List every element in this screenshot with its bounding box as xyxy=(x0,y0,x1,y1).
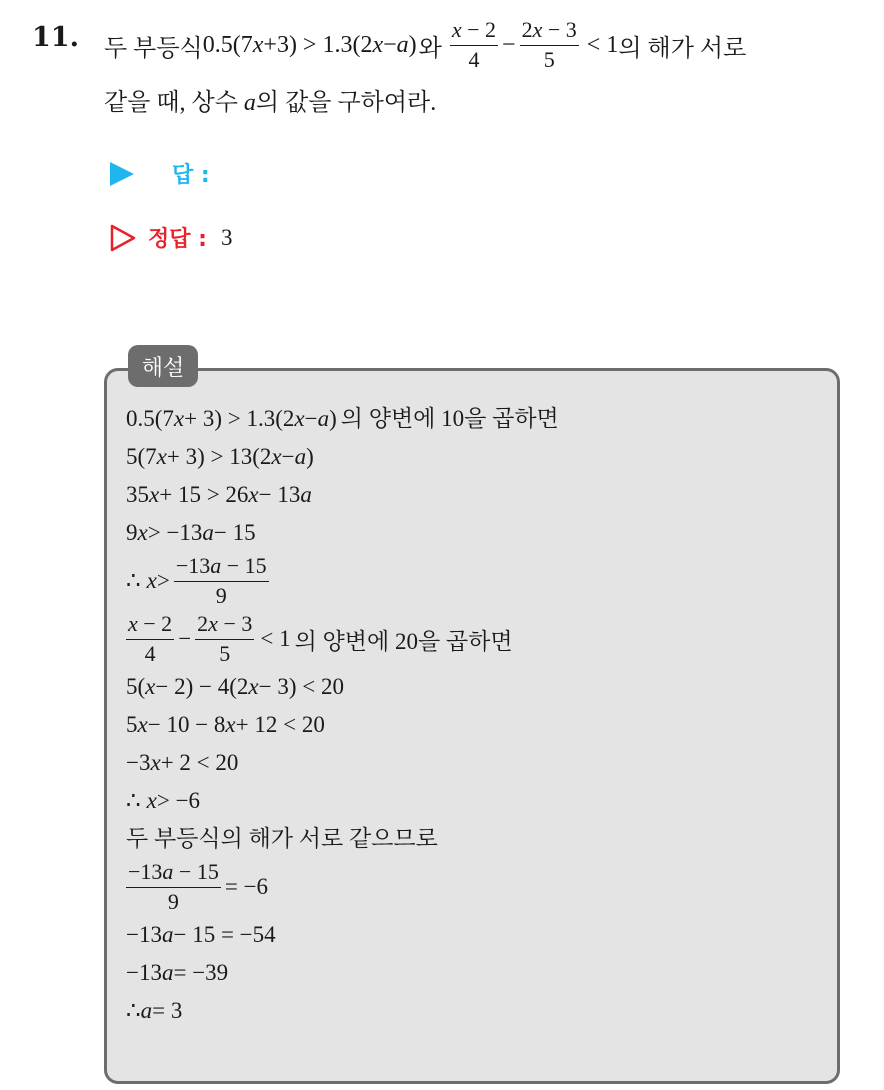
fraction-solution-a: $\frac{-13a - 15}{9}$ xyxy=(128,859,219,914)
fraction-x-minus-2-over-4: $\frac{x - 2}{4}$ xyxy=(451,17,497,72)
solution-line: −13 a − 15 = −54 xyxy=(126,922,276,947)
solution-line: 5( x − 2) − 4(2 x − 3) < 20 xyxy=(126,674,344,699)
question-number: 11. xyxy=(32,22,79,53)
solution-line: ∴ x > $\frac{-13a - 15}{9}$ xyxy=(126,553,267,608)
solution-line: $\frac{-13a - 15}{9}$ = −6 xyxy=(128,859,269,914)
solution-line: 5 x − 10 − 8 x + 12 < 20 xyxy=(126,712,325,737)
fraction-2x-minus-3-over-5: $\frac{2x - 3}{5}$ xyxy=(197,611,253,666)
solution-tab: 해설 xyxy=(128,345,198,387)
play-triangle-icon xyxy=(110,162,134,186)
fraction-solution-a: $\frac{-13a - 15}{9}$ xyxy=(175,553,267,608)
correct-answer-label: 정답 : xyxy=(148,227,207,252)
solution-line: $\frac{x - 2}{4}$ − $\frac{2x - 3}{5}$ < 1 의 양변에 20을 곱하면 xyxy=(128,611,513,666)
solution-line: 두 부등식의 해가 서로 같으므로 xyxy=(126,826,438,851)
correct-answer-value: 3 xyxy=(220,224,233,250)
correct-answer-row xyxy=(110,222,232,253)
solution-line: −13 a = −39 xyxy=(126,960,229,985)
solution-line: −3 x + 2 < 20 xyxy=(126,750,239,775)
fraction-2x-minus-3-over-5: $\frac{2x - 3}{5}$ xyxy=(521,17,577,72)
solution-line: 9 x > −13 a − 15 xyxy=(126,520,256,545)
solution-line: 0.5(7 x + 3) > 1.3(2 x − a ) 의 양변에 10을 곱하면 xyxy=(126,406,559,431)
fraction-x-minus-2-over-4: $\frac{x - 2}{4}$ xyxy=(128,611,173,666)
question-text-line2: 같을 때, 상수 a의 값을 구하여라. xyxy=(104,90,437,116)
outline-triangle-icon xyxy=(110,224,136,252)
question-text-line1: 두 부등식 0.5(7 x +3) > 1.3(2 x − a ) 와 $\frac{x - 2}{4}$ − $\frac{2x - 3}{5}$ < 1 의 해가 서로 xyxy=(104,17,747,72)
solution-line: 5(7 x + 3) > 13(2 x − a ) xyxy=(126,444,314,469)
solution-line: ∴ x > −6 xyxy=(126,788,201,813)
answer-row xyxy=(110,158,210,189)
answer-label: 답 : xyxy=(172,163,210,188)
solution-line: 35 x + 15 > 26 x − 13 a xyxy=(126,482,312,507)
solution-lines xyxy=(126,400,826,1030)
solution-line: ∴ a = 3 xyxy=(126,998,183,1023)
